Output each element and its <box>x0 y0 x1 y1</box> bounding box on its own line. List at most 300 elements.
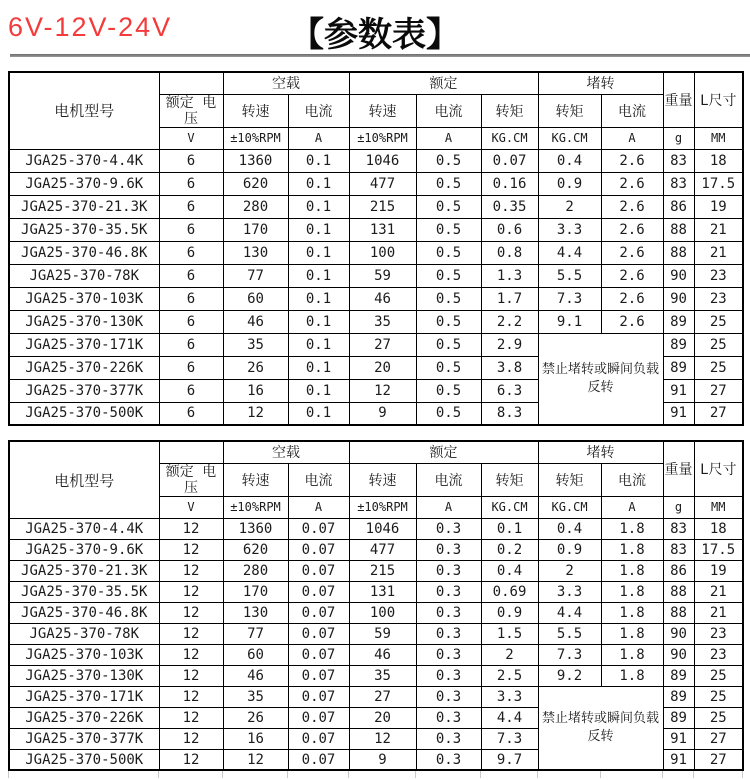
col-header-rated-speed: 转速 <box>349 463 416 496</box>
table-row <box>9 264 743 287</box>
cell-no-load-current: 0.1 <box>288 379 349 402</box>
col-header-spacer <box>159 72 223 94</box>
cell-no-load-speed: 620 <box>223 172 288 195</box>
col-header-no-load-speed: 转速 <box>223 463 288 496</box>
col-header-no-load-current: 电流 <box>288 463 349 496</box>
cell-no-load-current: 0.07 <box>288 518 349 539</box>
cell-rated-current: 0.5 <box>416 264 481 287</box>
cell-voltage: 12 <box>159 581 223 602</box>
cell-rated-current: 0.5 <box>416 241 481 264</box>
cell-rated-speed: 215 <box>349 195 416 218</box>
page-header <box>0 0 750 54</box>
cropped-next-row-edge <box>8 771 744 778</box>
gridline-stub <box>287 771 288 778</box>
cell-rated-speed: 100 <box>349 241 416 264</box>
col-header-stall-torque: 转矩 <box>538 94 601 127</box>
col-header-stall: 堵转 <box>538 72 663 94</box>
table-row <box>9 287 743 310</box>
gridline-stub <box>348 771 349 778</box>
cell-model: JGA25-370-46.8K <box>9 241 159 264</box>
cell-weight: 89 <box>663 333 694 356</box>
cell-rated-speed: 46 <box>349 644 416 665</box>
cell-rated-torque: 2 <box>481 644 538 665</box>
cell-l-size: 19 <box>694 560 743 581</box>
gridline-stub <box>600 771 601 778</box>
cell-rated-torque: 1.7 <box>481 287 538 310</box>
unit-length: MM <box>694 496 743 518</box>
cell-weight: 90 <box>663 623 694 644</box>
col-header-spacer <box>159 441 223 463</box>
col-header-l-size: L尺寸 <box>694 441 743 496</box>
col-header-no-load: 空载 <box>223 72 349 94</box>
col-header-l-size: L尺寸 <box>694 72 743 127</box>
cell-voltage: 12 <box>159 602 223 623</box>
cell-no-load-speed: 16 <box>223 728 288 749</box>
cell-model: JGA25-370-103K <box>9 287 159 310</box>
cell-weight: 91 <box>663 402 694 425</box>
cell-rated-torque: 0.07 <box>481 149 538 172</box>
table-body-12v <box>9 518 743 770</box>
cell-voltage: 6 <box>159 149 223 172</box>
cell-weight: 89 <box>663 665 694 686</box>
cell-rated-speed: 27 <box>349 686 416 707</box>
cell-rated-torque: 8.3 <box>481 402 538 425</box>
cell-rated-torque: 9.7 <box>481 749 538 770</box>
cell-no-load-speed: 170 <box>223 581 288 602</box>
cell-voltage: 6 <box>159 241 223 264</box>
cell-l-size: 27 <box>694 749 743 770</box>
cell-voltage: 6 <box>159 356 223 379</box>
cell-no-load-speed: 77 <box>223 264 288 287</box>
cell-stall-torque: 0.9 <box>538 172 601 195</box>
cell-rated-speed: 131 <box>349 581 416 602</box>
cell-rated-torque: 6.3 <box>481 379 538 402</box>
col-header-rated-torque: 转矩 <box>481 94 538 127</box>
cell-rated-speed: 9 <box>349 402 416 425</box>
cell-model: JGA25-370-500K <box>9 749 159 770</box>
cell-rated-torque: 0.4 <box>481 560 538 581</box>
cell-rated-current: 0.5 <box>416 402 481 425</box>
cell-weight: 90 <box>663 644 694 665</box>
cell-no-load-current: 0.07 <box>288 665 349 686</box>
cell-weight: 90 <box>663 287 694 310</box>
cell-stall-current: 1.8 <box>601 623 663 644</box>
cell-rated-speed: 59 <box>349 264 416 287</box>
cell-rated-speed: 20 <box>349 356 416 379</box>
cell-rated-current: 0.5 <box>416 287 481 310</box>
cell-stall-torque: 0.9 <box>538 539 601 560</box>
cell-l-size: 17.5 <box>694 172 743 195</box>
unit-voltage: V <box>159 127 223 149</box>
cell-rated-speed: 46 <box>349 287 416 310</box>
col-header-rated-current: 电流 <box>416 463 481 496</box>
cell-l-size: 17.5 <box>694 539 743 560</box>
cell-stall-current: 2.6 <box>601 287 663 310</box>
cell-model: JGA25-370-9.6K <box>9 172 159 195</box>
cell-l-size: 23 <box>694 264 743 287</box>
page-title: 【参数表】 <box>290 16 460 54</box>
cell-rated-current: 0.3 <box>416 665 481 686</box>
cell-no-load-speed: 170 <box>223 218 288 241</box>
cell-model: JGA25-370-500K <box>9 402 159 425</box>
cell-no-load-speed: 26 <box>223 707 288 728</box>
cell-no-load-speed: 60 <box>223 287 288 310</box>
table-row <box>9 539 743 560</box>
unit-ampere: A <box>416 496 481 518</box>
cell-no-load-speed: 46 <box>223 310 288 333</box>
cell-stall-current: 2.6 <box>601 310 663 333</box>
cell-weight: 91 <box>663 749 694 770</box>
col-header-motor-model: 电机型号 <box>9 441 159 518</box>
cell-rated-torque: 0.8 <box>481 241 538 264</box>
unit-torque: KG.CM <box>481 127 538 149</box>
table-row <box>9 623 743 644</box>
cell-rated-torque: 0.35 <box>481 195 538 218</box>
cell-voltage: 6 <box>159 218 223 241</box>
cell-l-size: 23 <box>694 287 743 310</box>
cell-no-load-current: 0.1 <box>288 241 349 264</box>
cell-rated-speed: 12 <box>349 379 416 402</box>
cell-no-load-current: 0.1 <box>288 402 349 425</box>
col-header-stall-current: 电流 <box>601 463 663 496</box>
cell-stall-current: 1.8 <box>601 602 663 623</box>
cell-model: JGA25-370-130K <box>9 310 159 333</box>
unit-torque: KG.CM <box>538 496 601 518</box>
table-row <box>9 241 743 264</box>
cell-no-load-speed: 620 <box>223 539 288 560</box>
cell-model: JGA25-370-78K <box>9 623 159 644</box>
cell-l-size: 21 <box>694 581 743 602</box>
cell-no-load-speed: 1360 <box>223 518 288 539</box>
unit-rpm: ±10%RPM <box>349 127 416 149</box>
cell-l-size: 23 <box>694 623 743 644</box>
cell-no-load-current: 0.1 <box>288 264 349 287</box>
cell-rated-torque: 4.4 <box>481 707 538 728</box>
cell-voltage: 12 <box>159 728 223 749</box>
cell-rated-speed: 9 <box>349 749 416 770</box>
cell-model: JGA25-370-226K <box>9 707 159 728</box>
cell-stall-torque: 4.4 <box>538 241 601 264</box>
cell-no-load-current: 0.1 <box>288 172 349 195</box>
cell-stall-torque: 7.3 <box>538 287 601 310</box>
cell-weight: 83 <box>663 172 694 195</box>
cell-rated-torque: 2.9 <box>481 333 538 356</box>
gridline-stub <box>693 771 694 778</box>
cell-rated-speed: 1046 <box>349 149 416 172</box>
unit-torque: KG.CM <box>538 127 601 149</box>
cell-rated-current: 0.5 <box>416 356 481 379</box>
cell-model: JGA25-370-377K <box>9 728 159 749</box>
cell-no-load-current: 0.07 <box>288 749 349 770</box>
cell-rated-speed: 215 <box>349 560 416 581</box>
cell-stall-current: 2.6 <box>601 172 663 195</box>
table-head <box>9 441 743 518</box>
table-body-6v <box>9 149 743 425</box>
cell-rated-current: 0.3 <box>416 623 481 644</box>
col-header-rated-current: 电流 <box>416 94 481 127</box>
cell-no-load-current: 0.1 <box>288 356 349 379</box>
table-row <box>9 560 743 581</box>
cell-rated-current: 0.5 <box>416 172 481 195</box>
cell-model: JGA25-370-35.5K <box>9 218 159 241</box>
cell-model: JGA25-370-171K <box>9 333 159 356</box>
cell-weight: 86 <box>663 560 694 581</box>
cell-l-size: 21 <box>694 241 743 264</box>
cell-model: JGA25-370-21.3K <box>9 560 159 581</box>
cell-no-load-speed: 26 <box>223 356 288 379</box>
cell-stall-torque: 0.4 <box>538 518 601 539</box>
cell-rated-current: 0.3 <box>416 644 481 665</box>
cell-stall-torque: 2 <box>538 195 601 218</box>
table-head <box>9 72 743 149</box>
cell-no-load-current: 0.07 <box>288 728 349 749</box>
unit-weight: g <box>663 127 694 149</box>
unit-ampere: A <box>601 496 663 518</box>
cell-voltage: 12 <box>159 665 223 686</box>
cell-l-size: 25 <box>694 707 743 728</box>
cell-rated-speed: 100 <box>349 602 416 623</box>
cell-rated-speed: 20 <box>349 707 416 728</box>
gridline-stub <box>742 771 743 778</box>
cell-no-load-speed: 130 <box>223 241 288 264</box>
cell-voltage: 6 <box>159 172 223 195</box>
cell-stall-torque: 9.1 <box>538 310 601 333</box>
cell-rated-torque: 0.69 <box>481 581 538 602</box>
col-header-rated: 额定 <box>349 441 538 463</box>
cell-l-size: 27 <box>694 379 743 402</box>
cell-stall-current: 1.8 <box>601 581 663 602</box>
cell-l-size: 25 <box>694 310 743 333</box>
cell-rated-current: 0.5 <box>416 195 481 218</box>
cell-weight: 89 <box>663 310 694 333</box>
cell-stall-current: 1.8 <box>601 518 663 539</box>
cell-no-load-speed: 12 <box>223 749 288 770</box>
cell-weight: 89 <box>663 356 694 379</box>
col-header-no-load-current: 电流 <box>288 94 349 127</box>
cell-weight: 83 <box>663 518 694 539</box>
cell-voltage: 12 <box>159 707 223 728</box>
unit-torque: KG.CM <box>481 496 538 518</box>
cell-no-load-current: 0.1 <box>288 310 349 333</box>
cell-voltage: 6 <box>159 287 223 310</box>
cell-stall-current: 1.8 <box>601 560 663 581</box>
table-row <box>9 172 743 195</box>
gridline-stub <box>480 771 481 778</box>
col-header-no-load: 空载 <box>223 441 349 463</box>
col-header-rated-voltage: 额定 电压 <box>159 463 223 496</box>
cell-voltage: 12 <box>159 623 223 644</box>
cell-l-size: 18 <box>694 518 743 539</box>
cell-l-size: 21 <box>694 602 743 623</box>
cell-rated-current: 0.3 <box>416 707 481 728</box>
cell-model: JGA25-370-103K <box>9 644 159 665</box>
cell-l-size: 25 <box>694 356 743 379</box>
cell-model: JGA25-370-21.3K <box>9 195 159 218</box>
cell-stall-current: 2.6 <box>601 149 663 172</box>
col-header-rated-torque: 转矩 <box>481 463 538 496</box>
col-header-stall-current: 电流 <box>601 94 663 127</box>
cell-model: JGA25-370-4.4K <box>9 518 159 539</box>
col-header-stall-torque: 转矩 <box>538 463 601 496</box>
cell-no-load-current: 0.1 <box>288 333 349 356</box>
cell-model: JGA25-370-130K <box>9 665 159 686</box>
unit-rpm: ±10%RPM <box>223 127 288 149</box>
cell-stall-torque: 5.5 <box>538 623 601 644</box>
cell-rated-speed: 131 <box>349 218 416 241</box>
cell-l-size: 23 <box>694 644 743 665</box>
cell-stall-torque: 4.4 <box>538 602 601 623</box>
cell-no-load-speed: 1360 <box>223 149 288 172</box>
cell-rated-current: 0.3 <box>416 560 481 581</box>
cell-no-load-current: 0.1 <box>288 218 349 241</box>
cell-stall-torque: 9.2 <box>538 665 601 686</box>
table-row <box>9 602 743 623</box>
cell-no-load-speed: 16 <box>223 379 288 402</box>
cell-rated-current: 0.3 <box>416 581 481 602</box>
unit-length: MM <box>694 127 743 149</box>
cell-no-load-current: 0.07 <box>288 686 349 707</box>
cell-voltage: 6 <box>159 333 223 356</box>
gridline-stub <box>158 771 159 778</box>
table-row <box>9 686 743 707</box>
cell-no-load-current: 0.1 <box>288 287 349 310</box>
cell-rated-speed: 59 <box>349 623 416 644</box>
cell-rated-torque: 0.2 <box>481 539 538 560</box>
cell-no-load-current: 0.07 <box>288 581 349 602</box>
cell-weight: 88 <box>663 602 694 623</box>
col-header-motor-model: 电机型号 <box>9 72 159 149</box>
cell-rated-torque: 2.2 <box>481 310 538 333</box>
cell-voltage: 12 <box>159 560 223 581</box>
cell-rated-torque: 0.16 <box>481 172 538 195</box>
cell-model: JGA25-370-9.6K <box>9 539 159 560</box>
cell-weight: 88 <box>663 218 694 241</box>
cell-l-size: 25 <box>694 665 743 686</box>
cell-stall-torque: 0.4 <box>538 149 601 172</box>
cell-weight: 90 <box>663 264 694 287</box>
cell-no-load-speed: 35 <box>223 686 288 707</box>
cell-stall-torque: 7.3 <box>538 644 601 665</box>
col-header-weight: 重量 <box>663 441 694 496</box>
cell-no-load-speed: 12 <box>223 402 288 425</box>
cell-stall-current: 2.6 <box>601 241 663 264</box>
cell-stall-note: 禁止堵转或瞬间负载反转 <box>538 686 663 770</box>
cell-rated-current: 0.3 <box>416 518 481 539</box>
cell-rated-current: 0.5 <box>416 218 481 241</box>
cell-model: JGA25-370-35.5K <box>9 581 159 602</box>
cell-l-size: 19 <box>694 195 743 218</box>
table-row <box>9 310 743 333</box>
cell-voltage: 12 <box>159 539 223 560</box>
unit-ampere: A <box>601 127 663 149</box>
cell-rated-current: 0.5 <box>416 310 481 333</box>
table-row <box>9 644 743 665</box>
cell-l-size: 21 <box>694 218 743 241</box>
cell-rated-current: 0.5 <box>416 149 481 172</box>
cell-stall-torque: 5.5 <box>538 264 601 287</box>
cell-weight: 83 <box>663 539 694 560</box>
cell-voltage: 6 <box>159 402 223 425</box>
cell-stall-current: 2.6 <box>601 218 663 241</box>
col-header-rated: 额定 <box>349 72 538 94</box>
params-table-12v <box>8 440 744 771</box>
col-header-stall: 堵转 <box>538 441 663 463</box>
col-header-rated-speed: 转速 <box>349 94 416 127</box>
cell-no-load-speed: 280 <box>223 195 288 218</box>
voltage-range-label: 6V-12V-24V <box>8 12 173 42</box>
unit-rpm: ±10%RPM <box>349 496 416 518</box>
cell-no-load-current: 0.1 <box>288 195 349 218</box>
cell-voltage: 6 <box>159 310 223 333</box>
cell-rated-speed: 35 <box>349 310 416 333</box>
cell-no-load-current: 0.07 <box>288 707 349 728</box>
cell-no-load-speed: 60 <box>223 644 288 665</box>
cell-weight: 91 <box>663 379 694 402</box>
table-row <box>9 149 743 172</box>
cell-no-load-current: 0.07 <box>288 644 349 665</box>
table-row <box>9 518 743 539</box>
cell-model: JGA25-370-226K <box>9 356 159 379</box>
cell-model: JGA25-370-4.4K <box>9 149 159 172</box>
cell-stall-current: 2.6 <box>601 195 663 218</box>
cell-no-load-current: 0.07 <box>288 539 349 560</box>
cell-stall-current: 1.8 <box>601 539 663 560</box>
cell-stall-torque: 3.3 <box>538 581 601 602</box>
cell-no-load-current: 0.1 <box>288 149 349 172</box>
table-row <box>9 218 743 241</box>
cell-rated-torque: 3.3 <box>481 686 538 707</box>
cell-weight: 86 <box>663 195 694 218</box>
unit-ampere: A <box>416 127 481 149</box>
cell-rated-current: 0.5 <box>416 333 481 356</box>
cell-rated-torque: 2.5 <box>481 665 538 686</box>
cell-no-load-current: 0.07 <box>288 560 349 581</box>
cell-rated-speed: 477 <box>349 172 416 195</box>
cell-model: JGA25-370-78K <box>9 264 159 287</box>
table-row <box>9 333 743 356</box>
cell-no-load-speed: 35 <box>223 333 288 356</box>
cell-rated-torque: 1.5 <box>481 623 538 644</box>
gridline-stub <box>537 771 538 778</box>
unit-ampere: A <box>288 496 349 518</box>
cell-stall-note: 禁止堵转或瞬间负载反转 <box>538 333 663 425</box>
cell-weight: 83 <box>663 149 694 172</box>
cell-model: JGA25-370-377K <box>9 379 159 402</box>
cell-l-size: 27 <box>694 402 743 425</box>
cell-rated-torque: 0.6 <box>481 218 538 241</box>
cell-l-size: 25 <box>694 333 743 356</box>
cell-rated-torque: 1.3 <box>481 264 538 287</box>
gridline-stub <box>8 771 9 778</box>
cell-model: JGA25-370-46.8K <box>9 602 159 623</box>
unit-voltage: V <box>159 496 223 518</box>
table-row <box>9 581 743 602</box>
cell-no-load-speed: 130 <box>223 602 288 623</box>
cell-rated-speed: 27 <box>349 333 416 356</box>
cell-voltage: 6 <box>159 264 223 287</box>
gridline-stub <box>222 771 223 778</box>
cell-rated-current: 0.3 <box>416 602 481 623</box>
cell-voltage: 12 <box>159 686 223 707</box>
cell-rated-current: 0.3 <box>416 749 481 770</box>
cell-stall-torque: 2 <box>538 560 601 581</box>
cell-l-size: 25 <box>694 686 743 707</box>
cell-rated-speed: 12 <box>349 728 416 749</box>
cell-weight: 89 <box>663 686 694 707</box>
col-header-weight: 重量 <box>663 72 694 127</box>
cell-rated-speed: 35 <box>349 665 416 686</box>
unit-rpm: ±10%RPM <box>223 496 288 518</box>
